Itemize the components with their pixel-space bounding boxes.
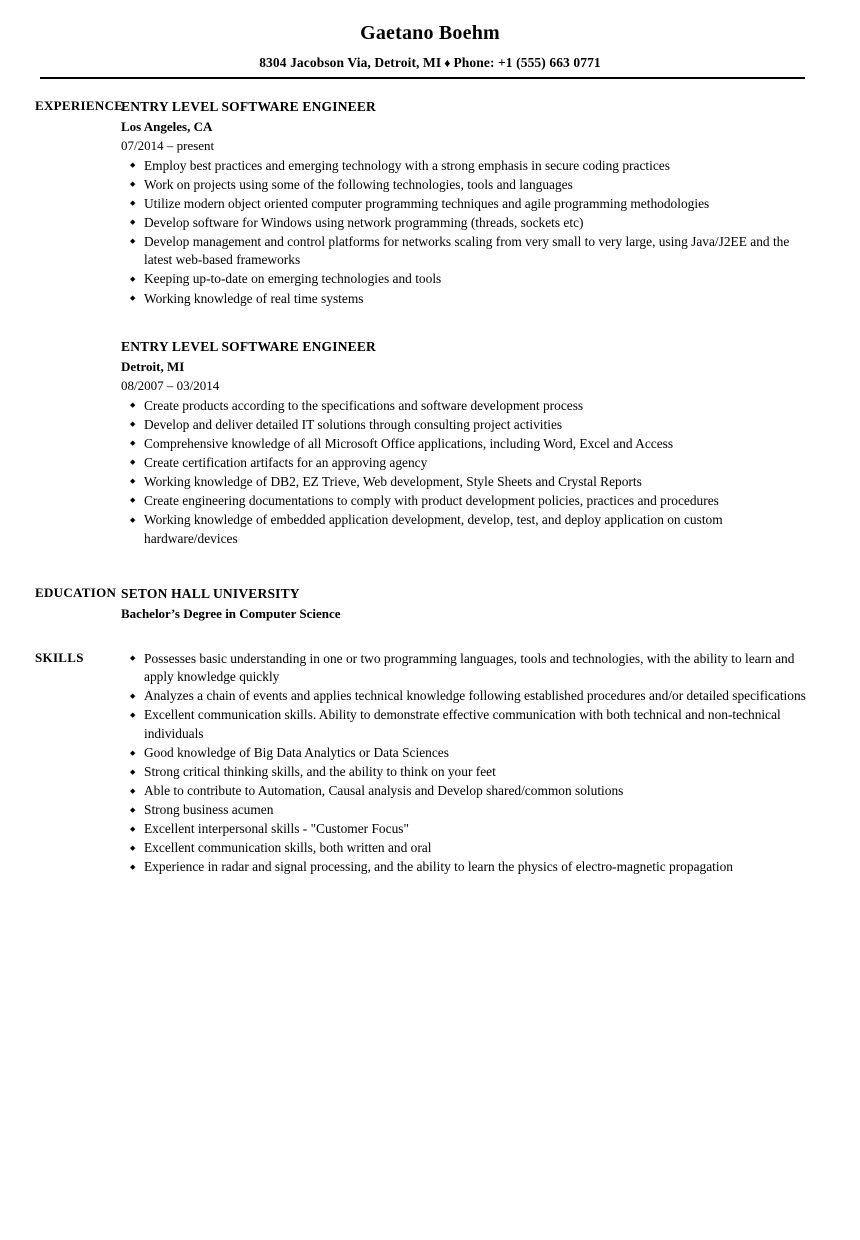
job-title: ENTRY LEVEL SOFTWARE ENGINEER [121,99,377,114]
experience-section-label: EXPERIENCE [35,98,124,113]
experience-entry [121,337,807,548]
list-item: ◆ Utilize modern object oriented computer programming techniques and agile programming methodologies [121,195,807,214]
list-item: ◆ Working knowledge of DB2, EZ Trieve, Web development, Style Sheets and Crystal Reports [121,473,807,492]
list-item: ◆ Working knowledge of real time systems [121,290,807,309]
list-item: ◆ Employ best practices and emerging technology with a strong emphasis in secure coding practices [121,157,807,176]
skills-content [121,649,860,878]
list-item: ◆ Keeping up-to-date on emerging technologies and tools [121,270,807,289]
skills-section-label: SKILLS [35,649,84,665]
education-content [121,584,860,624]
list-item: ◆ Create engineering documentations to comply with product development policies, practices and procedures [121,492,807,511]
experience-section [0,97,860,549]
contact-address: 8304 Jacobson Via, Detroit, MI [259,55,442,70]
experience-content [121,97,860,549]
list-item: ◆ Comprehensive knowledge of all Microsoft Office applications, including Word, Excel and Access [121,435,807,454]
job-dates: 07/2014 – present [121,138,215,154]
list-item: ◆ Working knowledge of embedded application development, develop, test, and deploy application on custom hardware/devices [121,511,807,548]
list-item: ◆ Excellent communication skills, both written and oral [121,839,807,858]
school-name: SETON HALL UNIVERSITY [121,585,300,601]
list-item: ◆ Excellent interpersonal skills - "Customer Focus" [121,820,807,839]
education-section [0,584,860,624]
skills-section [0,649,860,878]
list-item: ◆ Develop and deliver detailed IT solutions through consulting project activities [121,416,807,435]
header-divider [40,77,805,79]
list-item: ◆ Develop software for Windows using network programming (threads, sockets etc) [121,214,807,233]
job-location: Los Angeles, CA [121,118,213,134]
list-item: ◆ Excellent communication skills. Ability to demonstrate effective communication with both technical and non-technical individuals [121,706,807,743]
list-item: ◆ Analyzes a chain of events and applies technical knowledge following established procedures and/or detailed specifications [121,687,807,706]
job-responsibility-list [121,157,807,309]
list-item: ◆ Strong business acumen [121,801,807,820]
list-item: ◆ Work on projects using some of the following technologies, tools and languages [121,176,807,195]
list-item: ◆ Experience in radar and signal processing, and the ability to learn the physics of electro-magnetic propagation [121,858,807,877]
list-item: ◆ Able to contribute to Automation, Causal analysis and Develop shared/common solutions [121,782,807,801]
diamond-separator-icon: ♦ [444,56,451,70]
list-item: ◆ Good knowledge of Big Data Analytics or Data Sciences [121,744,807,763]
job-dates: 08/2007 – 03/2014 [121,378,220,394]
contact-line [0,55,860,71]
degree-name: Bachelor’s Degree in Computer Science [121,606,341,622]
candidate-name: Gaetano Boehm [360,22,500,44]
list-item: ◆ Strong critical thinking skills, and the ability to think on your feet [121,763,807,782]
resume-header [0,0,860,79]
job-responsibility-list [121,397,807,549]
job-title: ENTRY LEVEL SOFTWARE ENGINEER [121,339,377,355]
list-item: ◆ Create certification artifacts for an approving agency [121,454,807,473]
list-item: ◆ Possesses basic understanding in one or two programming languages, tools and technologies, with the ability to learn and apply knowledge quickly [121,650,807,687]
job-location: Detroit, MI [121,358,185,374]
list-item: ◆ Create products according to the specifications and software development process [121,397,807,416]
skills-list [121,650,807,877]
contact-phone: Phone: +1 (555) 663 0771 [453,55,601,70]
list-item: ◆ Develop management and control platforms for networks scaling from very small to very large, using Java/J2EE and the latest web-based frameworks [121,233,807,270]
experience-entry [121,97,807,308]
education-section-label: EDUCATION [35,584,117,600]
